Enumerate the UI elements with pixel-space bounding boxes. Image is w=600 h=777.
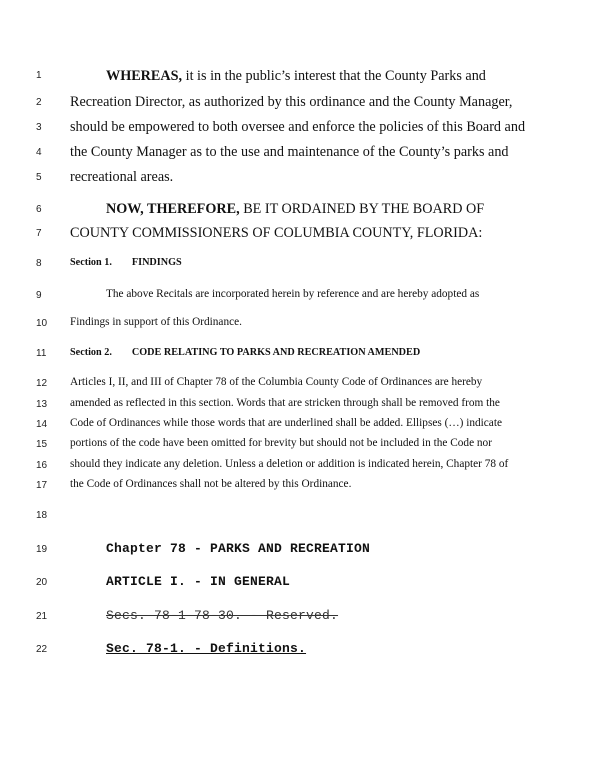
section-2-title: CODE RELATING TO PARKS AND RECREATION AMENDED	[131, 347, 421, 358]
section-2-line: Articles I, II, and III of Chapter 78 of the Columbia County Code of Ordinances are hereby	[70, 376, 483, 388]
whereas-line-4: the County Manager as to the use and maintenance of the County’s parks and	[70, 144, 509, 160]
line-number: 3	[36, 122, 42, 133]
whereas-line-3: should be empowered to both oversee and enforce the policies of this Board and	[70, 119, 526, 135]
now-therefore-text: BE IT ORDAINED BY THE BOARD OF	[239, 201, 485, 217]
section-2-line: Code of Ordinances while those words that are underlined shall be added. Ellipses (…) indicate	[70, 417, 502, 429]
section-2-line: the Code of Ordinances shall not be altered by this Ordinance.	[70, 478, 352, 490]
section-1-line-1: The above Recitals are incorporated herein by reference and are hereby adopted as	[106, 288, 480, 300]
line-number: 22	[36, 644, 48, 655]
line-number: 18	[36, 510, 48, 521]
line-number: 5	[36, 172, 42, 183]
line-number: 8	[36, 258, 42, 269]
line-number: 19	[36, 544, 48, 555]
line-number: 13	[36, 399, 48, 410]
section-1-line-2: Findings in support of this Ordinance.	[70, 316, 242, 328]
whereas-line-5: recreational areas.	[70, 169, 174, 185]
whereas-text: it is in the public’s interest that the County Parks and	[182, 68, 486, 84]
whereas-line-2: Recreation Director, as authorized by this ordinance and the County Manager,	[70, 94, 513, 110]
section-2-line: portions of the code have been omitted for brevity but should not be included in the Code nor	[70, 437, 492, 449]
line-number: 21	[36, 611, 48, 622]
line-number: 9	[36, 290, 42, 301]
section-2-line: should they indicate any deletion. Unless a deletion or addition is indicated herein, Chapter 78 of	[70, 458, 509, 470]
now-therefore-lead: NOW, THEREFORE,	[106, 201, 240, 217]
line-number: 14	[36, 419, 48, 430]
line-number: 12	[36, 378, 48, 389]
article-heading: ARTICLE I. - IN GENERAL	[106, 574, 291, 589]
line-number: 17	[36, 480, 48, 491]
line-number: 11	[36, 348, 47, 359]
section-2-number: Section 2.	[70, 347, 112, 358]
line-number: 7	[36, 228, 42, 239]
line-number: 15	[36, 439, 48, 450]
section-1-title: FINDINGS	[131, 257, 182, 268]
section-2-line: amended as reflected in this section. Words that are stricken through shall be removed from the	[70, 397, 500, 409]
now-therefore-line-2: COUNTY COMMISSIONERS OF COLUMBIA COUNTY, FLORIDA:	[70, 225, 483, 241]
section-2-heading	[70, 347, 420, 358]
whereas-lead: WHEREAS,	[106, 68, 183, 84]
whereas-line-1	[70, 68, 486, 85]
line-number: 16	[36, 460, 48, 471]
line-number: 10	[36, 318, 48, 329]
added-section-heading: Sec. 78-1. - Definitions.	[106, 641, 307, 656]
line-number: 6	[36, 204, 42, 215]
struck-section-heading: Secs. 78-1—78-30. - Reserved.	[106, 608, 339, 623]
chapter-heading: Chapter 78 - PARKS AND RECREATION	[106, 541, 371, 556]
line-number: 2	[36, 97, 42, 108]
now-therefore-line-1	[70, 201, 484, 218]
line-number: 4	[36, 147, 42, 158]
section-1-number: Section 1.	[70, 257, 112, 268]
line-number: 1	[36, 70, 42, 81]
line-number: 20	[36, 577, 48, 588]
section-1-heading	[70, 257, 182, 268]
